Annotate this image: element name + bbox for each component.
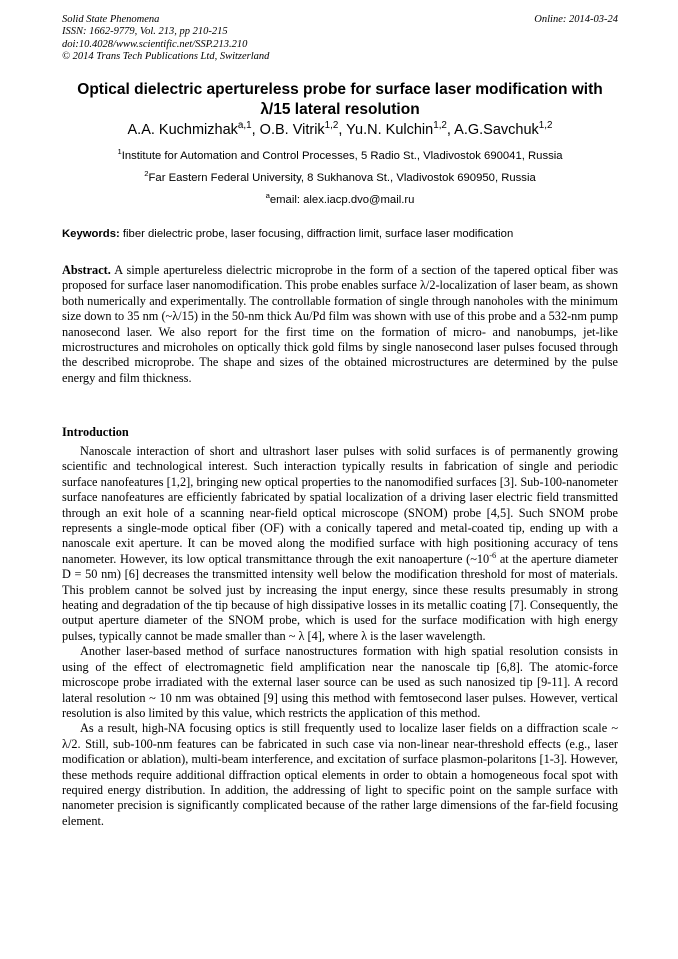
affiliation-sup: 1 [117, 147, 122, 157]
introduction-body [62, 444, 618, 829]
email-address[interactable]: email: alex.iacp.dvo@mail.ru [269, 194, 415, 206]
affiliation-text: Institute for Automation and Control Processes, 5 Radio St., Vladivostok 690041, Russia [121, 150, 563, 162]
affiliation-1 [62, 149, 618, 163]
copyright-line: © 2014 Trans Tech Publications Ltd, Switzerland [62, 51, 270, 63]
author-sup: 1,2 [324, 120, 339, 132]
abstract-text: A simple apertureless dielectric microprobe in the form of a section of the tapered optical fiber was proposed for surface laser nanomodification. This probe enables surface λ/2-localization of laser beam, as shown both numerically and experimentally. The controllable formation of single through nanoholes with the minimum size down to 35 nm (~λ/15) in the 50-nm thick Au/Pd film was shown with use of this probe and a 532-nm pump nanosecond laser. We also report for the first time on the formation of micro- and nanobumps, jet-like microstructures and microholes on optically thick gold films by single nanosecond laser pulses focused through the described microprobe. The shape and sizes of the obtained microstructures are determined by the pulse energy and film thickness. [62, 263, 618, 385]
author-name: A.G.Savchuk [454, 122, 539, 138]
affiliation-2 [62, 171, 618, 185]
keywords-label: Keywords: [62, 228, 120, 240]
keywords [62, 227, 618, 241]
paper-title: Optical dielectric apertureless probe for surface laser modification with λ/15 lateral resolution [77, 81, 603, 118]
author-name: O.B. Vitrik [259, 122, 325, 138]
issn-line: ISSN: 1662-9779, Vol. 213, pp 210-215 [62, 26, 228, 38]
journal-name: Solid State Phenomena [62, 14, 160, 25]
author-sep: , [251, 122, 260, 138]
keywords-text: fiber dielectric probe, laser focusing, diffraction limit, surface laser modification [122, 228, 514, 240]
section-heading-introduction: Introduction [62, 425, 129, 439]
author-name: A.A. Kuchmizhak [127, 122, 238, 138]
author-sup: 1,2 [538, 120, 553, 132]
paragraph: Another laser-based method of surface nanostructures formation with high spatial resolution consists in using of the effect of electromagnetic field amplification near the nanoscale tip [6,8]. The atomic-force microscope probe irradiated with the external laser source can be used as such nanosized tip [9-11]. A record lateral resolution ~ 10 nm was obtained [9] using this method with femtosecond laser pulses. However, vertical resolution is also limited by this value, which restricts the application of this method. [62, 644, 618, 720]
doi-line[interactable]: doi:10.4028/www.scientific.net/SSP.213.210 [62, 38, 248, 50]
affiliation-sup: 2 [144, 169, 149, 179]
affiliation-sup: a [265, 191, 270, 201]
paragraph-text: Nanoscale interaction of short and ultrashort laser pulses with solid surfaces is of permanently growing scientific and technological interest. Such interaction typically results in fabrication of single and periodic surface nanofeatures [1,2], bringing new optical properties to the nanomodified surfaces [3]. Sub-100-nanometer surface nanofeatures are efficiently fabricated by spatial localization of a driving laser electric field transmitted through an exit hole of a scanning near-field optical microscope (SNOM) probe [4,5]. Such SNOM probe represents a single-mode optical fiber (OF) with a conically tapered and metal-coated tip, ending up with a nanoscale exit aperture. It can be moved along the modified surface with high positioning accuracy of tens nanometer. However, its low optical transmittance through the exit nanoaperture (~10 [62, 444, 618, 566]
author-sep: , [446, 122, 455, 138]
affiliation-email [62, 193, 618, 207]
paragraph-text: at the aperture diameter D = 50 nm) [6] decreases the transmitted intensity well below the modification threshold for most of materials. This problem cannot be solved just by increasing the input energy, since these results presumably in strong heating and degradation of the tip because of high dissipative losses in its metallic coating [7]. Consequently, the output aperture diameter of the SNOM probe, which is used for the surface modification with high energy pulses, typically cannot be made smaller than ~ λ [4], where λ is the laser wavelength. [62, 551, 618, 643]
author-sup: 1,2 [433, 120, 447, 132]
paragraph: As a result, high-NA focusing optics is still frequently used to localize laser fields on a diffraction scale ~ λ/2. Still, sub-100-nm features can be fabricated in such case via non-linear near-threshold effects (e.g., laser modification or ablation), multi-beam interference, and excitation of surface plasmon-polaritons [1-3]. However, these methods require additional diffraction optical elements in order to obtain a homogeneous focal spot with required energy distribution. In addition, the addressing of light to specific point on the sample surface with nanometer precision is significantly complicated because of the rather large dimensions of the far-field focusing element. [62, 721, 618, 828]
paragraph [62, 444, 618, 644]
author-name: Yu.N. Kulchin [346, 122, 434, 138]
affiliation-text: Far Eastern Federal University, 8 Sukhanova St., Vladivostok 690950, Russia [148, 172, 536, 184]
abstract [62, 263, 618, 386]
author-sep: , [338, 122, 347, 138]
online-date: Online: 2014-03-24 [534, 14, 618, 25]
exponent: -6 [489, 550, 497, 560]
author-sup: a,1 [237, 120, 252, 132]
author-list [62, 121, 618, 139]
abstract-label: Abstract. [62, 263, 111, 277]
journal-header [62, 14, 618, 64]
